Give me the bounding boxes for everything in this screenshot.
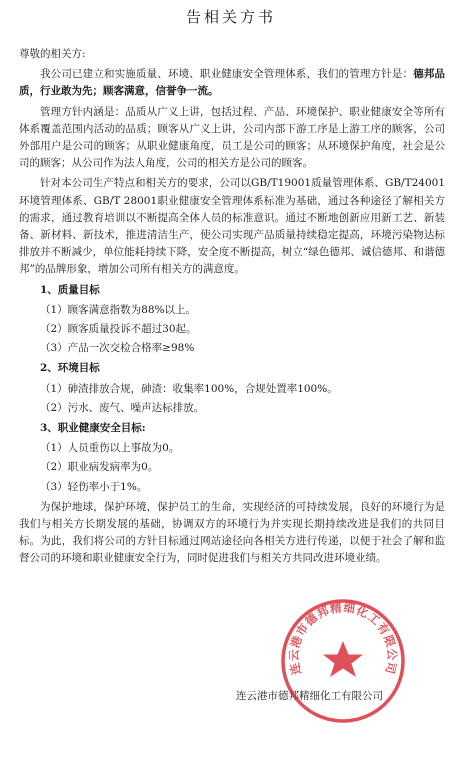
list-item: （1）人员重伤以上事故为0。 [40,442,180,455]
list-item: （1）顾客满意指数为88%以上。 [40,303,197,316]
list-item: （3）产品一次交检合格率≥98% [40,342,195,355]
company-signature: 连云港市德邦精细化工有限公司 [236,690,383,702]
paragraph-policy-meaning: 管理方针内涵是：品质从广义上讲，包括过程、产品、环境保护、职业健康安全等所有体系覆盖范围内活动的品质；顾客从广义上讲，公司内部下游工序是上游工序的顾客，公司外部用户是公司的顾客；从职业健康角度，员工是公司的顾客；从环境保护角度，社会是公司的顾客；从公司作为法人角度，公司的相关方是公司的顾客。 [19,105,445,170]
list-item: （1）砷渣排放合规，砷渣：收集率100%，合规处置率100%。 [40,382,338,395]
list-item: （2）顾客质量投诉不超过30起。 [40,323,197,336]
paragraph-standards: 针对本公司生产特点和相关方的要求，公司以GB/T19001质量管理体系、GB/T24001环境管理体系、GB/T 28001职业健康安全管理体系标准为基础，通过各种途径了解相关方的需求，通过教育培训以不断提高全体人员的标准意识。通过不断地创新应用新工艺、新装备、新材料、新技术，推进清洁生产，使公司实现产品质量持续稳定提高，环境污染物达标排放并不断减少，单位能耗持续下降，安全度不断提高，树立“绿色德邦、诚信德邦、和谐德邦”的品牌形象，增加公司所有相关方的满意度。 [19,177,445,276]
list-item: （2）污水、废气、噪声达标排放。 [40,401,205,414]
list-item: （2）职业病发病率为0。 [40,461,159,474]
policy-intro: 我公司已建立和实施质量、环境、职业健康安全管理体系，我们的管理方针是： [40,68,414,81]
company-seal [278,596,408,726]
document-title: 告相关方书 [185,8,276,26]
policy-slogan: 德邦品质，行业敢为先；顾客满意，信誉争一流。 [19,68,446,98]
section-heading-safety: 3、职业健康安全目标: [40,422,146,435]
salutation: 尊敬的相关方: [19,48,86,60]
paragraph-closing: 为保护地球，保护环境，保护员工的生命，实现经济的可持续发展，良好的环境行为是我们与相关方长期发展的基础，协调双方的环境行为并实现长期持续改进是我们的共同目标。为此，我们将公司的方针目标通过网站途径向各相关方进行传递，以便于社会了解和监督公司的环境和职业健康安全行为，同时促进我们与相关方共同改进环境业绩。 [19,500,445,565]
seal-text: 连云港市德邦精细化工有限公司 [286,600,400,677]
section-heading-environment: 2、环境目标 [40,362,100,375]
paragraph-policy [19,66,445,100]
list-item: （3）轻伤率小于1%。 [40,480,148,493]
seal-star-icon [323,641,363,677]
section-heading-quality: 1、质量目标 [40,283,100,296]
document-body [19,46,445,568]
